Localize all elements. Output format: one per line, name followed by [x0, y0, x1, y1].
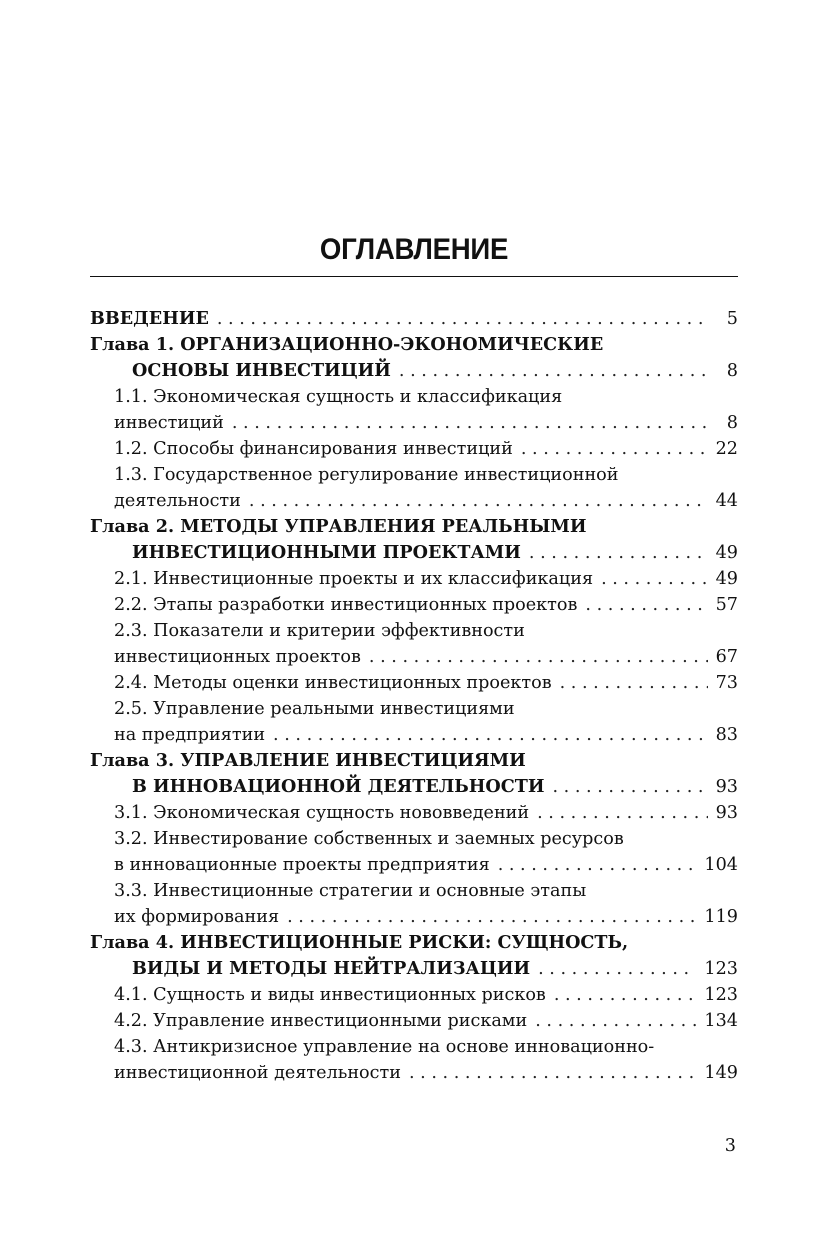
chapter-1-prefix: Глава 1.: [90, 334, 175, 355]
section-title: 3.1. Экономическая сущность нововведений: [114, 803, 530, 823]
section-page: 57: [715, 595, 738, 615]
section-title: 1.3. Государственное регулирование инвестиционной: [114, 465, 619, 485]
section-page: 8: [726, 413, 738, 433]
section-page: 83: [715, 725, 738, 745]
leader-dots: [537, 800, 707, 826]
section-title-cont: на предприятии: [114, 725, 266, 745]
title-divider: [90, 276, 738, 277]
leader-dots: [535, 1008, 696, 1034]
chapter-2-page: 49: [715, 543, 738, 563]
toc-section-1-1[interactable]: [114, 384, 738, 436]
toc-section-1-2[interactable]: [114, 436, 738, 462]
toc-section-2-3[interactable]: [114, 618, 738, 670]
section-title-cont: инвестиций: [114, 413, 224, 433]
section-title: 2.5. Управление реальными инвестициями: [114, 699, 515, 719]
leader-dots: [601, 566, 708, 592]
chapter-2-line1: [90, 514, 738, 540]
section-page: 119: [704, 907, 738, 927]
toc-section-4-1[interactable]: [114, 982, 738, 1008]
section-title: 4.2. Управление инвестиционными рисками: [114, 1011, 528, 1031]
leader-dots: [521, 436, 708, 462]
section-page: 49: [715, 569, 738, 589]
section-page: 123: [704, 985, 738, 1005]
chapter-2-title-cont: ИНВЕСТИЦИОННЫМИ ПРОЕКТАМИ: [132, 542, 521, 563]
toc-section-3-1[interactable]: [114, 800, 738, 826]
section-title-cont: инвестиционных проектов: [114, 647, 361, 667]
section-title: 2.2. Этапы разработки инвестиционных проектов: [114, 595, 578, 615]
section-page: 104: [704, 855, 738, 875]
toc-chapter-2[interactable]: [90, 514, 738, 566]
leader-dots: [554, 982, 697, 1008]
leader-dots: [409, 1060, 696, 1086]
leader-dots: [498, 852, 697, 878]
leader-dots: [217, 306, 708, 332]
section-page: 22: [715, 439, 738, 459]
toc-section-3-2[interactable]: [114, 826, 738, 878]
section-title-cont: инвестиционной деятельности: [114, 1063, 401, 1083]
section-page: 134: [704, 1011, 738, 1031]
page-number: 3: [724, 1136, 736, 1156]
chapter-1-title-cont: ОСНОВЫ ИНВЕСТИЦИЙ: [132, 360, 391, 381]
toc-chapter-3[interactable]: [90, 748, 738, 800]
section-title: 3.2. Инвестирование собственных и заемных ресурсов: [114, 829, 624, 849]
leader-dots: [249, 488, 708, 514]
chapter-4-prefix: Глава 4.: [90, 932, 175, 953]
toc-section-4-3[interactable]: [114, 1034, 738, 1086]
section-title: 1.2. Способы финансирования инвестиций: [114, 439, 513, 459]
page-title: ОГЛАВЛЕНИЕ: [319, 233, 509, 266]
leader-dots: [232, 410, 708, 436]
chapter-4-title-cont: ВИДЫ И МЕТОДЫ НЕЙТРАЛИЗАЦИИ: [132, 958, 531, 979]
toc-section-2-1[interactable]: [114, 566, 738, 592]
table-of-contents: [90, 306, 738, 1086]
toc-intro-label: ВВЕДЕНИЕ: [90, 308, 209, 329]
chapter-4-title: ИНВЕСТИЦИОННЫЕ РИСКИ: СУЩНОСТЬ,: [180, 932, 629, 953]
chapter-2-title: МЕТОДЫ УПРАВЛЕНИЯ РЕАЛЬНЫМИ: [180, 516, 587, 537]
section-page: 67: [715, 647, 738, 667]
chapter-1-page: 8: [726, 361, 738, 381]
leader-dots: [585, 592, 707, 618]
chapter-4-line1: [90, 930, 738, 956]
chapter-4-page: 123: [704, 959, 738, 979]
toc-intro[interactable]: [90, 306, 738, 332]
leader-dots: [369, 644, 708, 670]
toc-chapter-4[interactable]: [90, 930, 738, 982]
section-title: 3.3. Инвестиционные стратегии и основные этапы: [114, 881, 587, 901]
section-title-cont: деятельности: [114, 491, 241, 511]
leader-dots: [538, 956, 696, 982]
toc-section-4-2[interactable]: [114, 1008, 738, 1034]
leader-dots: [287, 904, 696, 930]
toc-section-2-4[interactable]: [114, 670, 738, 696]
toc-chapter-1[interactable]: [90, 332, 738, 384]
toc-section-2-5[interactable]: [114, 696, 738, 748]
section-page: 44: [715, 491, 738, 511]
section-title: 1.1. Экономическая сущность и классификация: [114, 387, 563, 407]
chapter-3-prefix: Глава 3.: [90, 750, 175, 771]
leader-dots: [399, 358, 708, 384]
section-title: 4.1. Сущность и виды инвестиционных рисков: [114, 985, 546, 1005]
chapter-2-prefix: Глава 2.: [90, 516, 175, 537]
chapter-3-title: УПРАВЛЕНИЕ ИНВЕСТИЦИЯМИ: [180, 750, 526, 771]
section-title: 2.3. Показатели и критерии эффективности: [114, 621, 525, 641]
chapter-3-line1: [90, 748, 738, 774]
section-page: 149: [704, 1063, 738, 1083]
leader-dots: [273, 722, 708, 748]
section-page: 73: [715, 673, 738, 693]
chapter-1-line1: [90, 332, 738, 358]
leader-dots: [552, 774, 707, 800]
section-title: 2.1. Инвестиционные проекты и их классификация: [114, 569, 594, 589]
chapter-1-title: ОРГАНИЗАЦИОННО-ЭКОНОМИЧЕСКИЕ: [180, 334, 604, 355]
chapter-3-title-cont: В ИННОВАЦИОННОЙ ДЕЯТЕЛЬНОСТИ: [132, 776, 545, 797]
leader-dots: [529, 540, 708, 566]
section-title-cont: в инновационные проекты предприятия: [114, 855, 490, 875]
toc-intro-page: 5: [726, 309, 738, 329]
section-title: 4.3. Антикризисное управление на основе инновационно-: [114, 1037, 655, 1057]
leader-dots: [560, 670, 708, 696]
chapter-3-page: 93: [715, 777, 738, 797]
toc-section-3-3[interactable]: [114, 878, 738, 930]
toc-section-2-2[interactable]: [114, 592, 738, 618]
section-title: 2.4. Методы оценки инвестиционных проектов: [114, 673, 552, 693]
section-title-cont: их формирования: [114, 907, 280, 927]
section-page: 93: [715, 803, 738, 823]
toc-section-1-3[interactable]: [114, 462, 738, 514]
